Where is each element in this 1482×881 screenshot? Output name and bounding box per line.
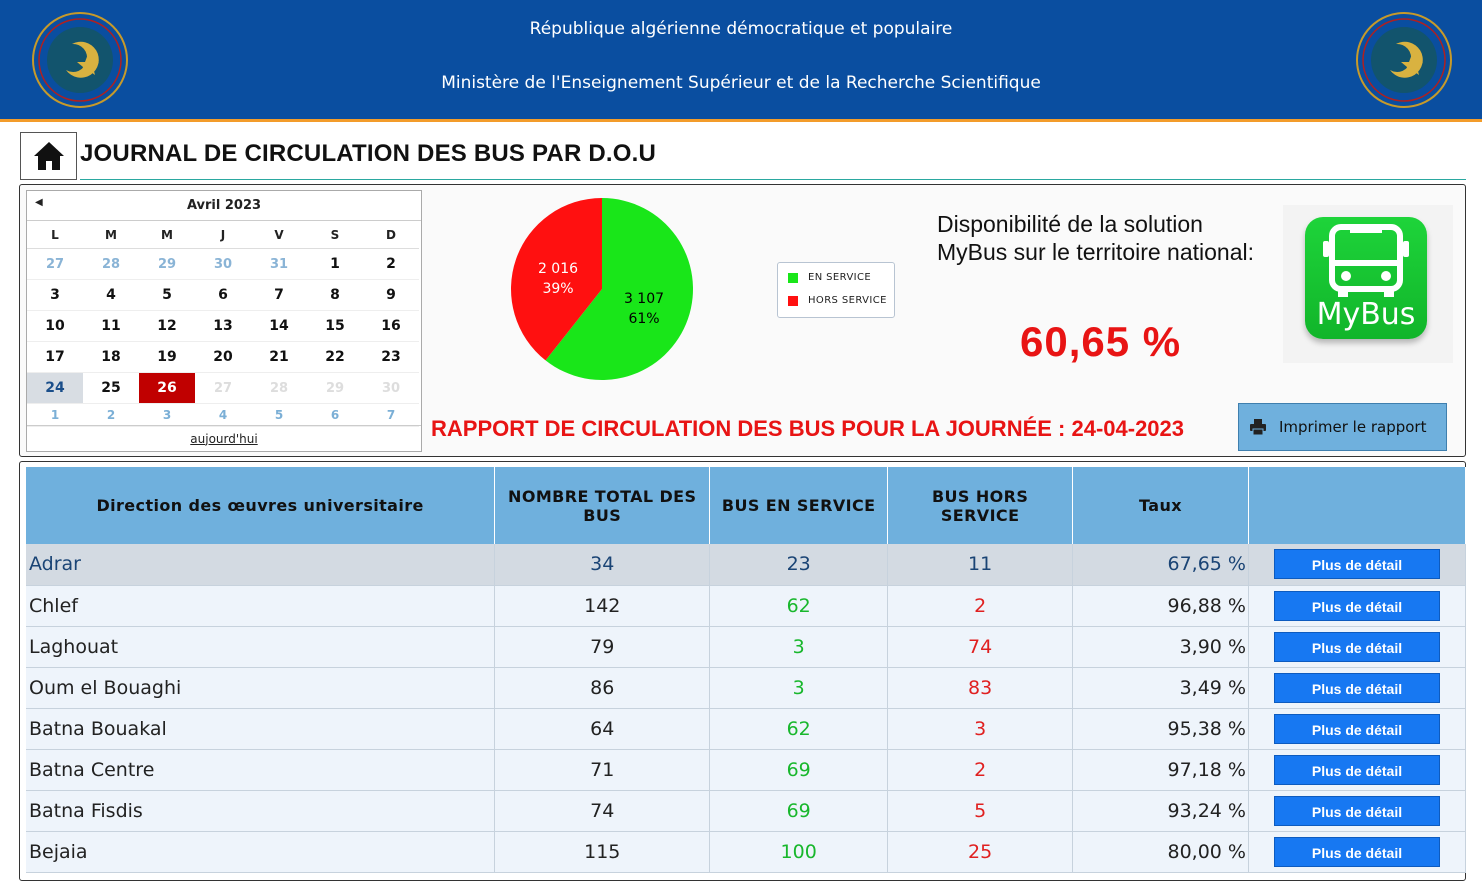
pie-legend — [777, 262, 895, 318]
col-direction: Direction des œuvres universitaire — [26, 467, 495, 544]
calendar-day[interactable]: 7 — [363, 404, 419, 427]
calendar-day[interactable]: 6 — [307, 404, 363, 427]
calendar-day: 30 — [363, 373, 419, 404]
dou-name-cell: Laghouat — [26, 626, 495, 667]
pie-label-en-service — [618, 289, 670, 329]
calendar-day[interactable]: 15 — [307, 311, 363, 342]
calendar-day[interactable]: 9 — [363, 280, 419, 311]
calendar-day[interactable]: 25 — [83, 373, 139, 404]
calendar-day[interactable]: 29 — [139, 249, 195, 280]
availability-text — [937, 210, 1254, 266]
printer-icon — [1249, 418, 1267, 436]
dou-name-cell: Oum el Bouaghi — [26, 667, 495, 708]
pie-percent-en-service: 61% — [628, 311, 660, 327]
date-calendar — [26, 190, 422, 452]
table-row — [26, 667, 1466, 708]
report-title: RAPPORT DE CIRCULATION DES BUS POUR LA JOURNÉE : 24-04-2023 — [431, 416, 1185, 441]
calendar-day[interactable]: 4 — [83, 280, 139, 311]
calendar-day[interactable]: 1 — [27, 404, 83, 427]
detail-button[interactable]: Plus de détail — [1274, 673, 1440, 703]
pie-value-hors-service: 2 016 — [537, 261, 579, 277]
dou-name-cell: Batna Centre — [26, 749, 495, 790]
total-bus-cell: 74 — [495, 790, 710, 831]
detail-button[interactable]: Plus de détail — [1274, 755, 1440, 785]
total-bus-cell: 86 — [495, 667, 710, 708]
taux-cell: 80,00 % — [1073, 831, 1249, 872]
en-service-cell: 3 — [710, 667, 888, 708]
taux-cell: 3,90 % — [1073, 626, 1249, 667]
legend-label-en-service: EN SERVICE — [808, 272, 872, 283]
mybus-logo — [1283, 205, 1453, 363]
action-cell — [1249, 667, 1466, 708]
taux-cell: 96,88 % — [1073, 585, 1249, 626]
taux-cell: 3,49 % — [1073, 667, 1249, 708]
calendar-day[interactable]: 18 — [83, 342, 139, 373]
calendar-day[interactable]: 22 — [307, 342, 363, 373]
action-cell — [1249, 831, 1466, 872]
en-service-cell: 3 — [710, 626, 888, 667]
en-service-cell: 62 — [710, 708, 888, 749]
calendar-day[interactable]: 4 — [195, 404, 251, 427]
calendar-day[interactable]: 3 — [27, 280, 83, 311]
taux-cell: 93,24 % — [1073, 790, 1249, 831]
weekday-header: V — [251, 221, 307, 249]
hors-service-cell: 11 — [888, 544, 1073, 585]
table-row — [26, 544, 1466, 585]
hors-service-cell: 3 — [888, 708, 1073, 749]
legend-label-hors-service: HORS SERVICE — [808, 295, 887, 306]
calendar-grid — [27, 221, 421, 427]
dou-name-cell: Chlef — [26, 585, 495, 626]
en-service-cell: 100 — [710, 831, 888, 872]
weekday-header: J — [195, 221, 251, 249]
home-button[interactable] — [20, 132, 77, 180]
total-bus-cell: 34 — [495, 544, 710, 585]
today-link[interactable]: aujourd'hui — [190, 431, 258, 446]
mybus-logo-text: MyBus — [1316, 297, 1416, 332]
calendar-day[interactable]: 6 — [195, 280, 251, 311]
calendar-day[interactable]: 8 — [307, 280, 363, 311]
service-pie-chart — [510, 197, 694, 381]
table-row — [26, 626, 1466, 667]
calendar-day: 29 — [307, 373, 363, 404]
pie-value-en-service: 3 107 — [623, 291, 665, 307]
col-actions — [1249, 467, 1466, 544]
hors-service-cell: 2 — [888, 585, 1073, 626]
calendar-day[interactable]: 2 — [83, 404, 139, 427]
calendar-day[interactable]: 30 — [195, 249, 251, 280]
table-row — [26, 585, 1466, 626]
action-cell — [1249, 626, 1466, 667]
bus-icon — [1305, 221, 1427, 301]
table-row — [26, 708, 1466, 749]
weekday-header: M — [83, 221, 139, 249]
table-row — [26, 831, 1466, 872]
calendar-day[interactable]: 14 — [251, 311, 307, 342]
total-bus-cell: 142 — [495, 585, 710, 626]
pie-percent-hors-service: 39% — [542, 281, 574, 297]
detail-button[interactable]: Plus de détail — [1274, 632, 1440, 662]
legend-item-en-service — [788, 272, 871, 283]
action-cell — [1249, 749, 1466, 790]
weekday-header: M — [139, 221, 195, 249]
dou-name-cell: Batna Bouakal — [26, 708, 495, 749]
calendar-day[interactable]: 19 — [139, 342, 195, 373]
calendar-day[interactable]: 24 — [27, 373, 83, 404]
dou-name-cell: Adrar — [26, 544, 495, 585]
calendar-day[interactable]: 17 — [27, 342, 83, 373]
en-service-cell: 23 — [710, 544, 888, 585]
weekday-header: D — [363, 221, 419, 249]
detail-button[interactable]: Plus de détail — [1274, 796, 1440, 826]
calendar-month-label: Avril 2023 — [186, 198, 262, 213]
calendar-day[interactable]: 5 — [139, 280, 195, 311]
availability-line2: MyBus sur le territoire national: — [937, 239, 1255, 265]
pie-label-hors-service — [532, 259, 584, 299]
calendar-day[interactable]: 31 — [251, 249, 307, 280]
calendar-day[interactable]: 23 — [363, 342, 419, 373]
col-total: NOMBRE TOTAL DES BUS — [495, 467, 710, 544]
calendar-day[interactable]: 7 — [251, 280, 307, 311]
table-body — [26, 544, 1466, 872]
header-republic: République algérienne démocratique et populaire — [529, 19, 953, 39]
calendar-day[interactable]: 2 — [363, 249, 419, 280]
triangle-left-icon[interactable]: ◀ — [35, 197, 43, 208]
calendar-day[interactable]: 27 — [27, 249, 83, 280]
legend-swatch-green — [788, 273, 798, 283]
action-cell — [1249, 708, 1466, 749]
page-title: JOURNAL DE CIRCULATION DES BUS PAR D.O.U — [80, 140, 657, 167]
col-hors-service: BUS HORS SERVICE — [888, 467, 1073, 544]
col-en-service: BUS EN SERVICE — [710, 467, 888, 544]
weekday-header: S — [307, 221, 363, 249]
calendar-day: 27 — [195, 373, 251, 404]
table-row — [26, 790, 1466, 831]
calendar-header — [27, 191, 421, 221]
en-service-cell: 69 — [710, 790, 888, 831]
top-header — [0, 0, 1482, 122]
calendar-day[interactable]: 13 — [195, 311, 251, 342]
calendar-day[interactable]: 12 — [139, 311, 195, 342]
title-divider — [80, 179, 1466, 180]
calendar-day: 28 — [251, 373, 307, 404]
algeria-emblem-icon — [1350, 10, 1458, 110]
hors-service-cell: 83 — [888, 667, 1073, 708]
calendar-day[interactable]: 28 — [83, 249, 139, 280]
calendar-day[interactable]: 16 — [363, 311, 419, 342]
legend-swatch-red — [788, 296, 798, 306]
taux-cell: 67,65 % — [1073, 544, 1249, 585]
calendar-day[interactable]: 10 — [27, 311, 83, 342]
en-service-cell: 69 — [710, 749, 888, 790]
availability-value: 60,65 % — [1020, 318, 1182, 365]
hors-service-cell: 5 — [888, 790, 1073, 831]
calendar-day[interactable]: 11 — [83, 311, 139, 342]
dou-name-cell: Bejaia — [26, 831, 495, 872]
calendar-day[interactable]: 5 — [251, 404, 307, 427]
print-report-label: Imprimer le rapport — [1279, 418, 1427, 436]
legend-item-hors-service — [788, 295, 887, 306]
dou-name-cell: Batna Fisdis — [26, 790, 495, 831]
home-icon — [33, 141, 65, 171]
dou-table — [26, 467, 1466, 873]
en-service-cell: 62 — [710, 585, 888, 626]
action-cell — [1249, 585, 1466, 626]
total-bus-cell: 64 — [495, 708, 710, 749]
hors-service-cell: 2 — [888, 749, 1073, 790]
calendar-day[interactable]: 26 — [139, 373, 195, 404]
table-row — [26, 749, 1466, 790]
table-header-row — [26, 467, 1466, 544]
hors-service-cell: 74 — [888, 626, 1073, 667]
detail-button[interactable]: Plus de détail — [1274, 591, 1440, 621]
calendar-day[interactable]: 20 — [195, 342, 251, 373]
availability-line1: Disponibilité de la solution — [937, 211, 1203, 237]
action-cell — [1249, 544, 1466, 585]
col-taux: Taux — [1073, 467, 1249, 544]
calendar-day[interactable]: 21 — [251, 342, 307, 373]
calendar-footer — [27, 425, 421, 451]
calendar-day[interactable]: 3 — [139, 404, 195, 427]
weekday-header: L — [27, 221, 83, 249]
taux-cell: 97,18 % — [1073, 749, 1249, 790]
detail-button[interactable]: Plus de détail — [1274, 837, 1440, 867]
calendar-day[interactable]: 1 — [307, 249, 363, 280]
mybus-tile — [1305, 217, 1427, 339]
detail-button[interactable]: Plus de détail — [1274, 714, 1440, 744]
header-ministry: Ministère de l'Enseignement Supérieur et de la Recherche Scientifique — [441, 73, 1041, 93]
print-report-button[interactable] — [1238, 403, 1447, 451]
taux-cell: 95,38 % — [1073, 708, 1249, 749]
total-bus-cell: 71 — [495, 749, 710, 790]
action-cell — [1249, 790, 1466, 831]
total-bus-cell: 79 — [495, 626, 710, 667]
detail-button[interactable]: Plus de détail — [1274, 549, 1440, 579]
total-bus-cell: 115 — [495, 831, 710, 872]
hors-service-cell: 25 — [888, 831, 1073, 872]
